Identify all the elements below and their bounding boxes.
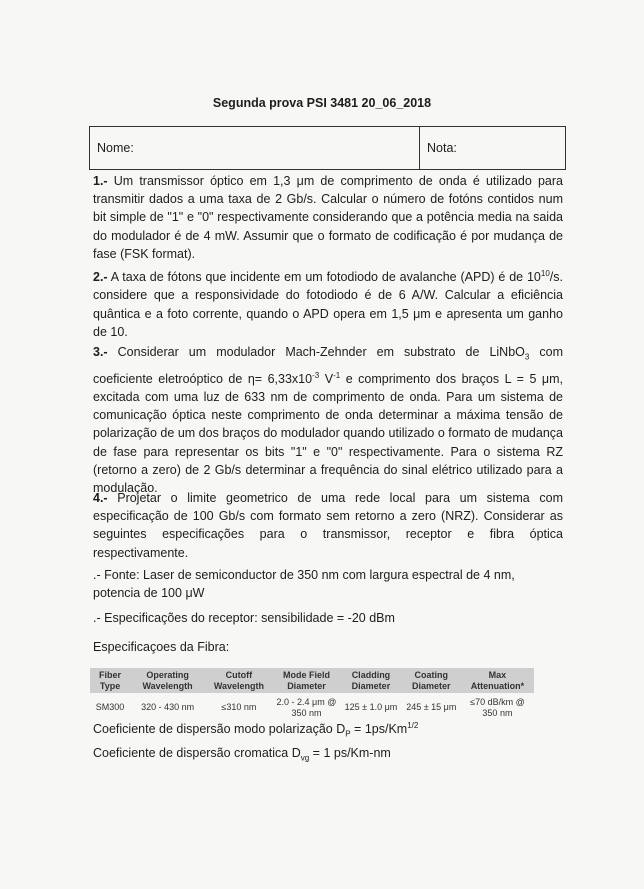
question-2-text-b: /s. considere que a responsividade do fotodiodo é de 6 A/W. Calcular a eficiência quântica e a foto corrente, quando o APD opera em 1,5 — [93, 270, 563, 321]
chromatic-dispersion-coefficient — [93, 744, 563, 768]
question-1-text-b: de comprimento de onda é utilizado para transmitir dados a uma taxa de 2 Gb/s. Calcular o número de fotóns contidos num bit simple de "1" e "0" respectivamente considerando que a potência media na saida do modulador é de 4 mW. Assumir que o formato de codificação é por mudança de fase (FSK format). — [93, 174, 563, 261]
header-cutoff-wavelength: Cutoff Wavelength — [205, 668, 273, 693]
question-3 — [93, 343, 563, 497]
fiber-spec-table — [90, 668, 534, 722]
source-spec: .- Fonte: Laser de semiconductor de 350 nm com largura espectral de 4 nm, potencia de 100 μW — [93, 568, 515, 600]
question-1-text-a: Um transmissor óptico em 1,3 — [107, 174, 297, 188]
question-1 — [93, 172, 563, 263]
header-operating-wavelength: Operating Wavelength — [130, 668, 205, 693]
name-label: Nome: — [97, 141, 134, 155]
name-field[interactable] — [90, 127, 420, 169]
question-2-text-a: A taxa de fótons que incidente em um fotodiodo de avalanche (APD) é de 10 — [107, 270, 541, 285]
chrom-subscript: vg — [300, 753, 310, 763]
question-4 — [93, 489, 563, 562]
pmd-text-b: = 1ps/Km — [350, 722, 408, 737]
chrom-text-b: = 1 ps/Km-nm — [309, 746, 391, 760]
question-3-exponent-2: -1 — [333, 370, 341, 380]
question-2-unit: μm — [413, 306, 431, 321]
cell-max-attenuation: ≤70 dB/km @ 350 nm — [470, 697, 525, 718]
fiber-table-header-row — [90, 668, 534, 693]
question-2 — [93, 265, 563, 341]
header-max-attenuation: Max Attenuation* — [461, 668, 534, 693]
fiber-heading: Especificaçoes da Fibra: — [93, 640, 230, 654]
exam-title: Segunda prova PSI 3481 20_06_2018 — [212, 96, 432, 110]
pmd-text-a: Coeficiente de dispersão modo polarização D — [93, 722, 346, 737]
question-3-text-a: Considerar um modulador Mach-Zehnder em substrato de LiNbO — [107, 345, 525, 359]
cell-cladding-diameter: 125 ± 1.0 μm — [344, 702, 398, 713]
cell-coating-diameter: 245 ± 15 μm — [406, 702, 457, 713]
grade-field[interactable] — [420, 127, 565, 169]
cell-mode-field-diameter: 2.0 - 2.4 μm @ 350 nm — [276, 697, 337, 718]
header-cladding-diameter: Cladding Diameter — [340, 668, 402, 693]
question-3-text-c: V — [319, 371, 334, 386]
pmd-exponent: 1/2 — [407, 721, 419, 730]
question-3-subscript: 3 — [524, 352, 530, 362]
header-coating-diameter: Coating Diameter — [402, 668, 461, 693]
header-mode-field-diameter: Mode Field Diameter — [273, 668, 340, 693]
question-3-text-d: e comprimento dos braços L = 5 μm, excitada com uma luz de 633 nm de comprimento de onda. Para um sistema de comunicação óptica neste comprimento de onda determinar a máxima tensão de polarização de um dos braços do modulador quando utilizado o formato de mudança de fase para representar os bits "1" e "0" respectivamente. Para o sistema RZ (retorno a zero) de 2 Gb/s determinar a frequência do sinal elétrico utilizado para a modulação. — [93, 371, 563, 496]
cell-fiber-type: SM300 — [95, 702, 125, 713]
cell-cutoff-wavelength: ≤310 nm — [221, 702, 257, 713]
cell-operating-wavelength: 320 - 430 nm — [141, 702, 195, 713]
question-2-exponent: 10 — [540, 269, 550, 278]
chrom-text-a: Coeficiente de dispersão cromatica D — [93, 746, 301, 760]
question-2-text-c: e apresenta um ganho de 10. — [93, 306, 563, 339]
question-3-text-b: com coeficiente eletroóptico de η= 6,33x10 — [93, 345, 563, 386]
grade-label: Nota: — [427, 141, 457, 155]
question-4-number: 4.- — [93, 491, 108, 505]
pmd-subscript: P — [345, 729, 351, 739]
question-2-number: 2.- — [93, 270, 108, 285]
receiver-spec: .- Especificações do receptor: sensibilidade = -20 dBm — [93, 611, 395, 625]
question-1-number: 1.- — [93, 174, 108, 188]
question-4-text: Projetar o limite geometrico de uma rede local para um sistema com especificação de 100 Gb/s com formato sem retorno a zero (NRZ). Considerar as seguintes especificações para o transmissor, receptor e fibra óptica respectivamente. — [93, 491, 563, 560]
pmd-coefficient — [93, 717, 563, 744]
question-3-exponent-1: -3 — [312, 370, 320, 380]
student-header-box — [89, 126, 566, 170]
question-1-unit: μm — [296, 174, 315, 188]
question-3-number: 3.- — [93, 345, 108, 359]
header-fiber-type: Fiber Type — [90, 668, 130, 693]
